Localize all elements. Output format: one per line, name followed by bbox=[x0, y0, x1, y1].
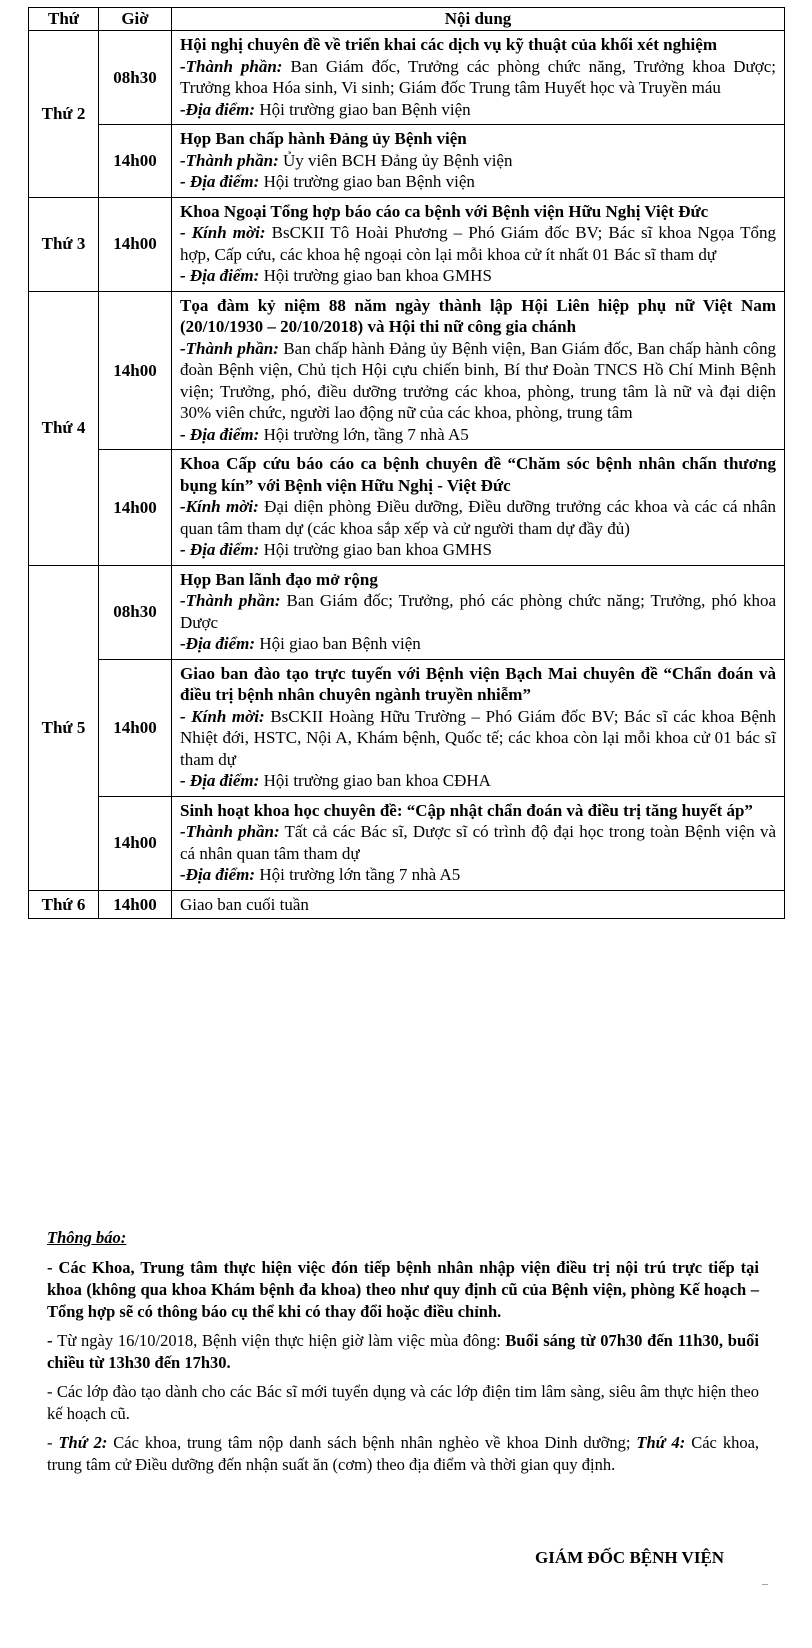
event-detail bbox=[180, 590, 776, 633]
table-row bbox=[29, 796, 785, 890]
day-cell: Thứ 4 bbox=[29, 291, 99, 565]
schedule-table bbox=[28, 7, 785, 919]
content-cell bbox=[172, 796, 785, 890]
table-row bbox=[29, 659, 785, 796]
content-cell bbox=[172, 197, 785, 291]
time-cell: 14h00 bbox=[99, 125, 172, 198]
content-cell bbox=[172, 31, 785, 125]
detail-text: Tất cả các Bác sĩ, Dược sĩ có trình độ đại học trong toàn Bệnh viện và cá nhân quan tâm tham dự bbox=[180, 822, 777, 863]
detail-text: Hội trường giao ban khoa GMHS bbox=[259, 266, 492, 285]
content-cell bbox=[172, 450, 785, 566]
table-row bbox=[29, 197, 785, 291]
detail-label: - Địa điểm: bbox=[180, 540, 260, 559]
day-cell: Thứ 6 bbox=[29, 890, 99, 919]
detail-text: Hội trường giao ban Bệnh viện bbox=[255, 99, 471, 119]
time-cell: 14h00 bbox=[99, 197, 172, 291]
day-cell: Thứ 5 bbox=[29, 565, 99, 890]
detail-text: Ban chấp hành Đảng ủy Bệnh viện, Ban Giám đốc, Ban chấp hành công đoàn Bệnh viện, Chủ tịch Hội cựu chiến binh, Bí thư Đoàn TNCS Hồ Chí Minh Bệnh viện; Trưởng, phó, điều dưỡng trưởng các khoa, phòng, trung tâm là nữ và đại diện 30% viên chức, người lao động nữ của các khoa, phòng, trung tâm bbox=[180, 338, 776, 422]
table-row bbox=[29, 31, 785, 125]
header-day: Thứ bbox=[29, 8, 99, 31]
detail-text: BsCKII Hoàng Hữu Trường – Phó Giám đốc BV; Bác sĩ các khoa Bệnh Nhiệt đới, HSTC, Nội A, Khám bệnh, Quốc tế; các khoa còn lại mỗi khoa cử 01 bác sĩ tham dự bbox=[180, 706, 776, 769]
notice-text: Thứ 2: bbox=[58, 1433, 108, 1452]
notice-text: Các khoa, trung tâm cử Điều dưỡng đến nhận suất ăn (cơm) theo địa điểm và thời gian quy định. bbox=[47, 1433, 760, 1474]
detail-label: - Kính mời: bbox=[180, 706, 265, 726]
day-cell: Thứ 2 bbox=[29, 31, 99, 198]
table-row bbox=[29, 291, 785, 450]
detail-text: Hội trường giao ban khoa CĐHA bbox=[259, 771, 491, 790]
event-title: Họp Ban lãnh đạo mở rộng bbox=[180, 569, 378, 589]
event-detail bbox=[180, 424, 776, 446]
event-detail bbox=[180, 496, 776, 539]
event-detail bbox=[180, 338, 776, 424]
detail-text: Ban Giám đốc, Trưởng các phòng chức năng, Trưởng khoa Dược; Trưởng khoa Hóa sinh, Vi sinh; Giám đốc Trung tâm Huyết học và Truyền máu bbox=[180, 56, 776, 97]
schedule-body bbox=[29, 31, 785, 919]
detail-label: -Địa điểm: bbox=[180, 99, 256, 119]
event-title: Tọa đàm kỷ niệm 88 năm ngày thành lập Hội Liên hiệp phụ nữ Việt Nam (20/10/1930 – 20/10/2018) và Hội thi nữ công gia chánh bbox=[180, 295, 776, 336]
event-detail bbox=[180, 222, 776, 265]
detail-text: Ủy viên BCH Đảng ủy Bệnh viện bbox=[278, 150, 513, 170]
notice-paragraph bbox=[47, 1330, 759, 1374]
time-cell: 14h00 bbox=[99, 450, 172, 566]
detail-label: - Địa điểm: bbox=[180, 771, 260, 790]
notice-text: - bbox=[47, 1331, 58, 1350]
notice-text: Các khoa, trung tâm nộp danh sách bệnh nhân nghèo về khoa Dinh dưỡng; bbox=[107, 1433, 637, 1452]
time-cell: 08h30 bbox=[99, 31, 172, 125]
detail-text: Hội trường giao ban Bệnh viện bbox=[259, 172, 475, 191]
content-cell bbox=[172, 565, 785, 659]
table-row bbox=[29, 125, 785, 198]
content-cell bbox=[172, 291, 785, 450]
content-cell bbox=[172, 890, 785, 919]
time-cell: 14h00 bbox=[99, 659, 172, 796]
notice-text: Thứ 4: bbox=[636, 1433, 686, 1452]
table-row bbox=[29, 565, 785, 659]
detail-text: Hội trường lớn tầng 7 nhà A5 bbox=[255, 865, 461, 884]
signature: GIÁM ĐỐC BỆNH VIỆN bbox=[535, 1548, 725, 1567]
detail-label: -Thành phần: bbox=[180, 822, 280, 841]
detail-text: Hội trường giao ban khoa GMHS bbox=[259, 540, 492, 559]
event-title: Khoa Cấp cứu báo cáo ca bệnh chuyên đề “Chăm sóc bệnh nhân chấn thương bụng kín” với Bệnh viện Hữu Nghị - Việt Đức bbox=[180, 454, 776, 495]
event-detail bbox=[180, 56, 776, 99]
detail-text: BsCKII Tô Hoài Phương – Phó Giám đốc BV; Bác sĩ khoa Ngọa Tổng hợp, Cấp cứu, các khoa hệ ngoại còn lại mỗi khoa cử ít nhất 01 Bác sĩ tham dự bbox=[180, 223, 776, 264]
detail-label: - Kính mời: bbox=[180, 223, 266, 242]
event-detail bbox=[180, 821, 776, 864]
day-cell: Thứ 3 bbox=[29, 197, 99, 291]
detail-label: -Thành phần: bbox=[180, 56, 283, 76]
time-cell: 14h00 bbox=[99, 291, 172, 450]
header-time: Giờ bbox=[99, 8, 172, 31]
detail-label: -Kính mời: bbox=[180, 497, 259, 516]
time-cell: 14h00 bbox=[99, 890, 172, 919]
notice-text: Buổi sáng từ 07h30 đến 11h30, buổi chiều từ 13h30 đến 17h30. bbox=[47, 1331, 759, 1372]
event-detail bbox=[180, 770, 776, 792]
footer-mark: – bbox=[762, 1576, 768, 1590]
event-detail bbox=[180, 265, 776, 287]
detail-text: Đại diện phòng Điều dưỡng, Điều dưỡng trưởng các khoa và các cá nhân quan tâm tham dự (các khoa sắp xếp và cử người tham dự đầy đủ) bbox=[180, 497, 776, 538]
detail-label: -Thành phần: bbox=[180, 591, 281, 610]
detail-label: - Địa điểm: bbox=[180, 172, 260, 191]
notice-title: Thông báo: bbox=[47, 1228, 127, 1247]
event-detail bbox=[180, 864, 776, 886]
event-detail bbox=[180, 150, 776, 172]
notice-paragraph bbox=[47, 1432, 759, 1476]
table-header-row bbox=[29, 8, 785, 31]
notice-text: Từ ngày 16/10/2018, Bệnh viện thực hiện giờ làm việc mùa đông: bbox=[57, 1331, 506, 1350]
detail-label: - Địa điểm: bbox=[180, 266, 260, 285]
detail-label: -Thành phần: bbox=[180, 150, 279, 170]
detail-label: -Địa điểm: bbox=[180, 865, 256, 884]
table-row bbox=[29, 450, 785, 566]
time-cell: 08h30 bbox=[99, 565, 172, 659]
detail-label: -Địa điểm: bbox=[180, 634, 256, 653]
event-detail bbox=[180, 171, 776, 193]
detail-text: Hội giao ban Bệnh viện bbox=[255, 634, 421, 653]
notice-paragraph: - Các Khoa, Trung tâm thực hiện việc đón tiếp bệnh nhân nhập viện điều trị nội trú trực tiếp tại khoa (không qua khoa Khám bệnh đa khoa) theo như quy định cũ của Bệnh viện, phòng Kế hoạch – Tổng hợp sẽ có thông báo cụ thể khi có thay đổi hoặc điều chỉnh. bbox=[47, 1258, 759, 1321]
detail-label: -Thành phần: bbox=[180, 338, 279, 358]
event-title: Họp Ban chấp hành Đảng ủy Bệnh viện bbox=[180, 129, 467, 148]
event-text: Giao ban cuối tuần bbox=[180, 894, 309, 914]
event-detail bbox=[180, 99, 776, 121]
notice-section bbox=[47, 1227, 759, 1483]
event-detail bbox=[180, 706, 776, 771]
content-cell bbox=[172, 659, 785, 796]
content-cell bbox=[172, 125, 785, 198]
event-title: Giao ban đào tạo trực tuyến với Bệnh viện Bạch Mai chuyên đề “Chẩn đoán và điều trị bệnh nhân chuyên ngành truyền nhiễm” bbox=[180, 663, 776, 704]
notice-paragraph: - Các lớp đào tạo dành cho các Bác sĩ mới tuyển dụng và các lớp điện tim lâm sàng, siêu âm thực hiện theo kế hoạch cũ. bbox=[47, 1382, 759, 1423]
event-detail bbox=[180, 539, 776, 561]
event-title: Khoa Ngoại Tổng hợp báo cáo ca bệnh với Bệnh viện Hữu Nghị Việt Đức bbox=[180, 201, 709, 221]
notice-text: - bbox=[47, 1433, 59, 1452]
detail-label: - Địa điểm: bbox=[180, 424, 260, 444]
table-row bbox=[29, 890, 785, 919]
event-title: Hội nghị chuyên đề về triển khai các dịch vụ kỹ thuật của khối xét nghiệm bbox=[180, 35, 717, 54]
detail-text: Hội trường lớn, tầng 7 nhà A5 bbox=[259, 424, 469, 444]
time-cell: 14h00 bbox=[99, 796, 172, 890]
event-detail bbox=[180, 633, 776, 655]
event-title: Sinh hoạt khoa học chuyên đề: “Cập nhật chẩn đoán và điều trị tăng huyết áp” bbox=[180, 800, 753, 820]
header-content: Nội dung bbox=[172, 8, 785, 31]
detail-text: Ban Giám đốc; Trưởng, phó các phòng chức năng; Trưởng, phó khoa Dược bbox=[180, 591, 776, 632]
